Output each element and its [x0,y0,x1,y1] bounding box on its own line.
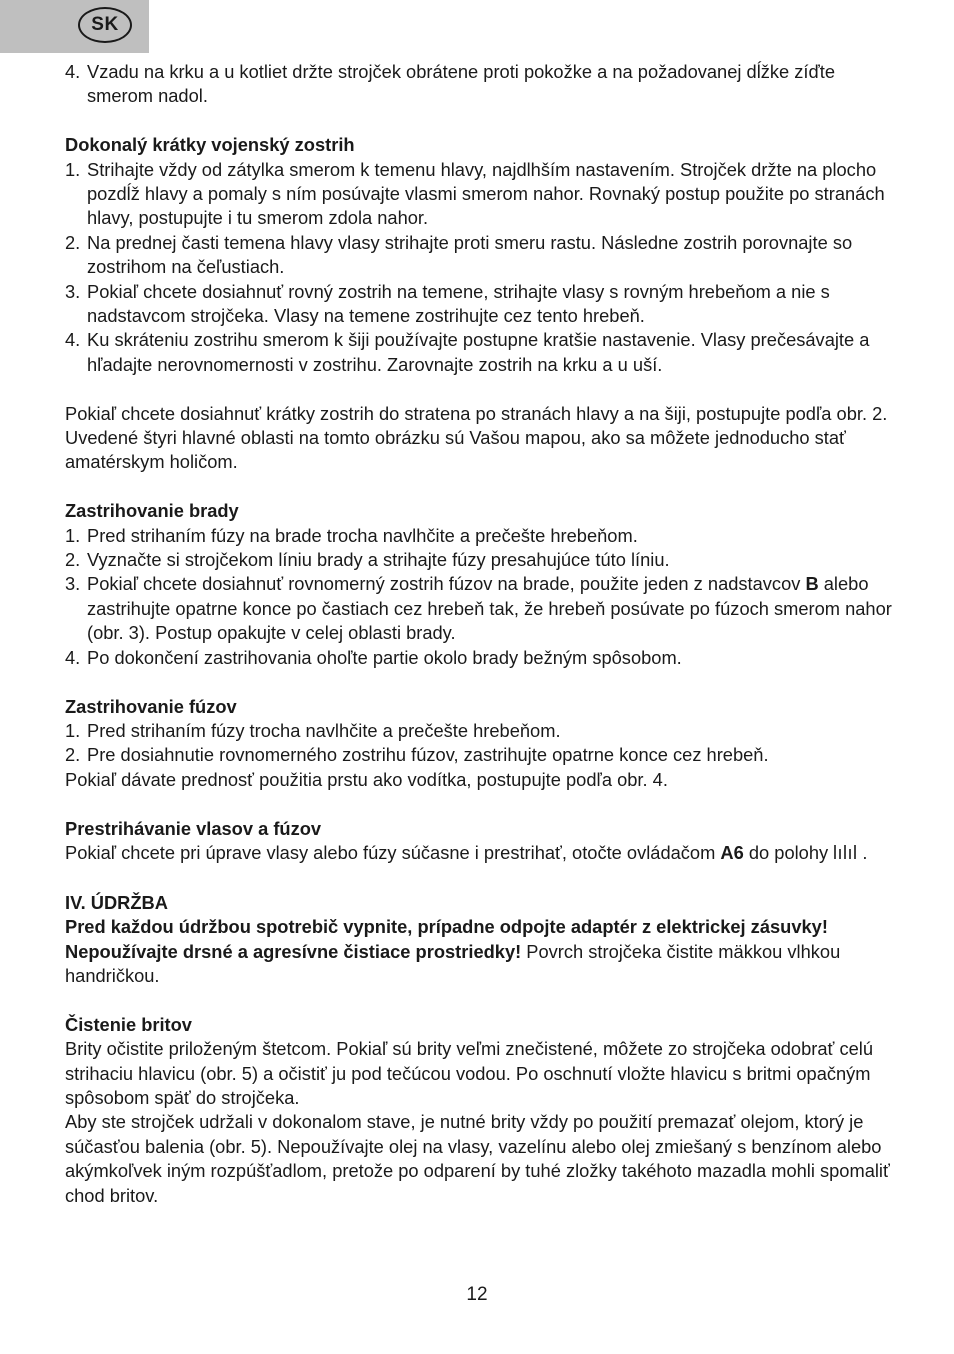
attachment-label-b: B [805,573,819,595]
section-heading-beard: Zastrihovanie brady [65,500,239,522]
list-item [65,280,895,329]
list-text-part: Pokiaľ chcete dosiahnuť rovnomerný zostrih fúzov na brade, použite jeden z nadstavcov [87,573,801,595]
list-item [65,572,895,645]
list-text: Pred strihaním fúzy na brade trocha navlhčite a prečešte hrebeňom. [87,524,638,546]
warning-text: Pred každou údržbou spotrebič vypnite, prípadne odpojte adaptér z elektrickej zásuvky! Nepoužívajte drsné a agresívne čistiace prostriedky! [65,916,828,962]
list-item [65,719,895,743]
list-number: 4. [65,646,81,668]
list-number: 3. [65,280,81,302]
section-heading-thinning: Prestrihávanie vlasov a fúzov [65,817,322,839]
section-heading-maintenance: IV. ÚDRŽBA [65,891,168,913]
text-part: Povrch strojčeka čistite mäkkou vlhkou handričkou. [65,940,841,986]
list-text: Po dokončení zastrihovania ohoľte partie okolo brady bežným spôsobom. [87,646,682,668]
list-text [87,572,895,645]
paragraph: Brity očistite priloženým štetcom. Pokiaľ sú brity veľmi znečistené, môžete zo strojčeka odobrať celú strihaciu hlavicu (obr. 5) a očistiť ju pod tečúcou vodou. Po oschnutí vložte hlavicu s britmi opačným spôsobom späť do strojčeka. [65,1038,873,1108]
section-heading-military: Dokonalý krátky vojenský zostrih [65,134,355,156]
list-item [65,231,895,280]
paragraph: Pokiaľ chcete dosiahnuť krátky zostrih do stratena po stranách hlavy a na šiji, postupujte podľa obr. 2. Uvedené štyri hlavné oblasti na tomto obrázku sú Vašou mapou, ako sa môžete jednoducho stať amatérskym holičom. [65,402,888,473]
text-part: . [857,841,868,863]
list-item [65,743,895,767]
list-number: 2. [65,231,81,253]
paragraph [65,841,895,866]
list-text: Vyznačte si strojčekom líniu brady a strihajte fúzy presahujúce túto líniu. [87,549,670,571]
section-heading-moustache: Zastrihovanie fúzov [65,695,237,717]
text-part: Pokiaľ chcete pri úprave vlasy alebo fúzy súčasne i prestrihať, otočte ovládačom [65,841,721,863]
list-text: Pokiaľ chcete dosiahnuť rovný zostrih na temene, strihajte vlasy s rovným hrebeňom a nie s nadstavcom strojčeka. Vlasy na temene zostrihujte cez tento hrebeň. [87,280,830,327]
list-item [65,60,895,109]
paragraph: Aby ste strojček udržali v dokonalom stave, je nutné brity vždy po použití premazať olejom, ktorý je súčasťou balenia (obr. 5). Nepoužívajte olej na vlasy, vazelínu alebo olej zmiešaný s benzínom alebo akýmkoľvek iným rozpúšťadlom, pretože po odparení by tuhé zložky takéhoto mazadla mohli spomaliť chod britov. [65,1111,890,1206]
list-text: Pre dosiahnutie rovnomerného zostrihu fúzov, zastrihujte opatrne konce cez hrebeň. [87,744,769,766]
list-text: Ku skráteniu zostrihu smerom k šiji používajte postupne kratšie nastavenie. Vlasy prečesávajte a hľadajte nerovnomernosti v zostrihu. Zarovnajte zostrih na krku a u uší. [87,329,870,375]
list-number: 4. [65,329,81,351]
list-item [65,548,895,572]
list-number: 2. [65,744,81,766]
list-number: 3. [65,573,81,595]
list-number: 1. [65,158,81,180]
list-number: 4. [65,61,81,82]
list-number: 1. [65,719,81,741]
list-text: Na prednej časti temena hlavy vlasy strihajte proti smeru rastu. Následne zostrih porovnajte so zostrihom na čeľustiach. [87,231,853,278]
list-item [65,524,895,548]
list-item [65,328,895,377]
list-item [65,646,895,670]
list-text-part: alebo zastrihujte opatrne konce po častiach cez hrebeň tak, že hrebeň posúvate po fúzoch smerom nahor (obr. 3). Postup opakujte v celej oblasti brady. [87,573,892,644]
list-number: 1. [65,524,81,546]
list-text: Vzadu na krku a u kotliet držte strojček obrátene proti pokožke a na požadovanej dĺžke zíďte smerom nadol. [87,61,835,107]
language-badge: SK [78,7,132,43]
thinning-position-icon [833,842,857,866]
list-number: 2. [65,549,81,571]
list-text: Strihajte vždy od zátylka smerom k temenu hlavy, najdlhším nastavením. Strojček držte na plocho pozdĺž hlavy a pomaly s ním posúvajte vlasmi smerom nahor. Rovnaký postup použite po stranách hlavy, postupujte i tu smerom zdola nahor. [87,158,885,229]
list-item [65,158,895,231]
text-part: do polohy [743,841,829,863]
paragraph: Pokiaľ dávate prednosť použitia prstu ako vodítka, postupujte podľa obr. 4. [65,768,668,790]
list-text: Pred strihaním fúzy trocha navlhčite a prečešte hrebeňom. [87,719,561,741]
page-content [65,60,895,1208]
language-tab [0,0,149,53]
section-heading-blades: Čistenie britov [65,1013,192,1035]
page-number: 12 [466,1284,488,1305]
control-label-a6: A6 [720,841,744,863]
paragraph [65,915,895,988]
